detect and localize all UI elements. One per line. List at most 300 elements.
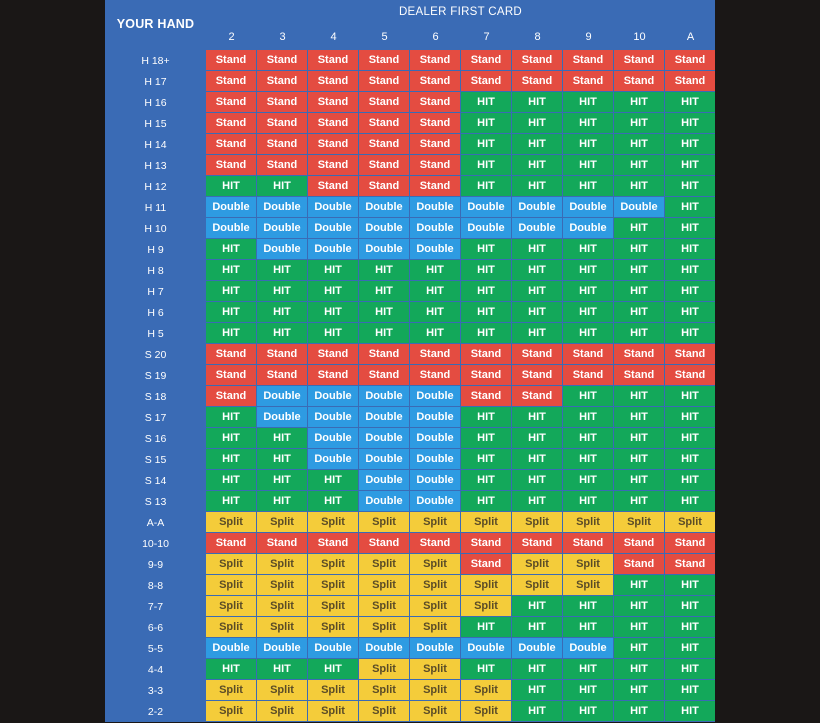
- hand-row: [105, 596, 715, 617]
- action-cell: Stand: [308, 344, 358, 364]
- action-cell: Split: [665, 512, 715, 532]
- hand-row: [105, 386, 715, 407]
- action-cell: Double: [461, 638, 511, 658]
- action-cell: HIT: [665, 197, 715, 217]
- action-cell: Split: [461, 596, 511, 616]
- action-cell: Split: [359, 659, 409, 679]
- hand-row: [105, 281, 715, 302]
- action-cell: Double: [257, 197, 307, 217]
- hand-label: S 13: [144, 496, 167, 508]
- action-cell: HIT: [665, 176, 715, 196]
- action-cell: Double: [359, 218, 409, 238]
- action-cell: HIT: [410, 323, 460, 343]
- action-cell: Stand: [206, 533, 256, 553]
- action-cell: HIT: [665, 239, 715, 259]
- dealer-card-header: 6: [432, 31, 439, 43]
- action-cell: Stand: [410, 50, 460, 70]
- action-cell: HIT: [308, 302, 358, 322]
- hand-label: H 10: [144, 223, 167, 235]
- action-cell: Stand: [665, 554, 715, 574]
- action-cell: Double: [410, 197, 460, 217]
- action-cell: Stand: [461, 71, 511, 91]
- action-cell: HIT: [665, 386, 715, 406]
- action-cell: Double: [359, 197, 409, 217]
- hand-row: [105, 344, 715, 365]
- hand-label: H 18+: [141, 55, 170, 67]
- action-cell: Double: [359, 449, 409, 469]
- action-cell: HIT: [614, 176, 664, 196]
- action-cell: HIT: [614, 680, 664, 700]
- hand-label: 7-7: [147, 601, 164, 613]
- action-cell: Split: [257, 596, 307, 616]
- action-cell: Split: [410, 680, 460, 700]
- action-cell: HIT: [563, 260, 613, 280]
- action-cell: HIT: [512, 680, 562, 700]
- action-cell: Split: [257, 680, 307, 700]
- action-cell: Double: [308, 428, 358, 448]
- action-cell: Double: [359, 638, 409, 658]
- action-cell: Stand: [308, 92, 358, 112]
- action-cell: HIT: [461, 113, 511, 133]
- action-cell: HIT: [206, 407, 256, 427]
- action-cell: Split: [359, 575, 409, 595]
- action-cell: Stand: [308, 176, 358, 196]
- dealer-first-card-title: DEALER FIRST CARD: [398, 6, 523, 18]
- action-cell: Stand: [665, 344, 715, 364]
- action-cell: Split: [410, 575, 460, 595]
- hand-row: [105, 323, 715, 344]
- action-cell: Split: [206, 512, 256, 532]
- action-cell: HIT: [665, 659, 715, 679]
- action-cell: HIT: [461, 491, 511, 511]
- action-cell: Stand: [257, 50, 307, 70]
- action-cell: HIT: [614, 134, 664, 154]
- action-cell: HIT: [665, 260, 715, 280]
- action-cell: Double: [410, 491, 460, 511]
- action-cell: HIT: [512, 596, 562, 616]
- action-cell: Stand: [359, 365, 409, 385]
- action-cell: Stand: [308, 50, 358, 70]
- action-cell: HIT: [257, 428, 307, 448]
- action-cell: Split: [359, 701, 409, 721]
- action-cell: HIT: [308, 659, 358, 679]
- action-cell: HIT: [665, 155, 715, 175]
- action-cell: Stand: [410, 155, 460, 175]
- action-cell: Double: [461, 197, 511, 217]
- action-cell: HIT: [461, 239, 511, 259]
- action-cell: Double: [308, 239, 358, 259]
- action-cell: Stand: [461, 50, 511, 70]
- hand-label: H 16: [144, 97, 167, 109]
- action-cell: HIT: [614, 239, 664, 259]
- action-cell: Double: [563, 197, 613, 217]
- action-cell: HIT: [614, 386, 664, 406]
- action-cell: HIT: [665, 491, 715, 511]
- action-cell: HIT: [512, 92, 562, 112]
- hand-row: [105, 428, 715, 449]
- action-cell: Stand: [206, 92, 256, 112]
- action-cell: HIT: [665, 134, 715, 154]
- action-cell: Split: [206, 554, 256, 574]
- action-cell: Double: [410, 449, 460, 469]
- action-cell: Split: [257, 554, 307, 574]
- hand-row: [105, 218, 715, 239]
- action-cell: HIT: [512, 302, 562, 322]
- action-cell: Double: [257, 386, 307, 406]
- action-cell: Stand: [257, 365, 307, 385]
- action-cell: Split: [359, 617, 409, 637]
- action-cell: HIT: [308, 281, 358, 301]
- hand-label: 2-2: [147, 706, 164, 718]
- action-cell: Stand: [512, 71, 562, 91]
- action-cell: HIT: [359, 302, 409, 322]
- action-cell: Stand: [614, 365, 664, 385]
- action-cell: Split: [563, 575, 613, 595]
- action-cell: Stand: [206, 113, 256, 133]
- dealer-card-header: 3: [279, 31, 286, 43]
- action-cell: Stand: [257, 71, 307, 91]
- hand-row: [105, 491, 715, 512]
- action-cell: Stand: [359, 71, 409, 91]
- hand-label: S 18: [144, 391, 167, 403]
- hand-row: [105, 470, 715, 491]
- action-cell: HIT: [563, 617, 613, 637]
- action-cell: HIT: [257, 323, 307, 343]
- action-cell: HIT: [206, 449, 256, 469]
- action-cell: Split: [410, 512, 460, 532]
- action-cell: HIT: [614, 701, 664, 721]
- dealer-card-header: 9: [585, 31, 592, 43]
- action-cell: Stand: [665, 71, 715, 91]
- action-cell: Stand: [410, 176, 460, 196]
- action-cell: Split: [563, 554, 613, 574]
- action-cell: HIT: [206, 323, 256, 343]
- action-cell: Double: [410, 428, 460, 448]
- action-cell: Stand: [359, 176, 409, 196]
- action-cell: HIT: [410, 281, 460, 301]
- hand-label: S 17: [144, 412, 167, 424]
- action-cell: HIT: [206, 239, 256, 259]
- action-cell: Stand: [359, 50, 409, 70]
- action-cell: HIT: [512, 701, 562, 721]
- action-cell: Split: [410, 617, 460, 637]
- action-cell: Stand: [206, 134, 256, 154]
- action-cell: HIT: [614, 407, 664, 427]
- action-cell: Stand: [614, 50, 664, 70]
- action-cell: HIT: [665, 617, 715, 637]
- action-cell: Stand: [359, 533, 409, 553]
- action-cell: Double: [410, 470, 460, 490]
- action-cell: HIT: [359, 323, 409, 343]
- hand-row: [105, 554, 715, 575]
- action-cell: Stand: [512, 344, 562, 364]
- action-cell: Double: [563, 638, 613, 658]
- action-cell: Split: [308, 554, 358, 574]
- hand-row: [105, 176, 715, 197]
- action-cell: Split: [308, 617, 358, 637]
- action-cell: Split: [206, 701, 256, 721]
- action-cell: HIT: [563, 113, 613, 133]
- action-cell: Stand: [206, 155, 256, 175]
- action-cell: HIT: [614, 155, 664, 175]
- action-cell: HIT: [614, 302, 664, 322]
- action-cell: Double: [359, 470, 409, 490]
- action-cell: Double: [461, 218, 511, 238]
- action-cell: HIT: [257, 260, 307, 280]
- action-cell: Double: [359, 491, 409, 511]
- hand-label: H 14: [144, 139, 167, 151]
- hand-label: 5-5: [147, 643, 164, 655]
- action-cell: Split: [512, 554, 562, 574]
- action-cell: Double: [512, 638, 562, 658]
- action-cell: HIT: [614, 281, 664, 301]
- action-cell: Stand: [257, 134, 307, 154]
- action-cell: Stand: [308, 71, 358, 91]
- hand-label: 6-6: [147, 622, 164, 634]
- hand-row: [105, 92, 715, 113]
- action-cell: HIT: [563, 407, 613, 427]
- hand-label: H 15: [144, 118, 167, 130]
- action-cell: Double: [257, 218, 307, 238]
- action-cell: Stand: [410, 533, 460, 553]
- action-cell: Split: [257, 512, 307, 532]
- action-cell: HIT: [512, 617, 562, 637]
- hand-label: S 14: [144, 475, 167, 487]
- action-cell: HIT: [563, 491, 613, 511]
- action-cell: Stand: [206, 71, 256, 91]
- action-cell: HIT: [614, 92, 664, 112]
- action-cell: Stand: [461, 386, 511, 406]
- action-cell: HIT: [257, 491, 307, 511]
- hand-label: S 20: [144, 349, 167, 361]
- hand-row: [105, 365, 715, 386]
- action-cell: HIT: [665, 680, 715, 700]
- action-cell: Stand: [308, 155, 358, 175]
- action-cell: Split: [257, 575, 307, 595]
- action-cell: HIT: [512, 470, 562, 490]
- action-cell: Double: [308, 449, 358, 469]
- action-cell: Split: [410, 701, 460, 721]
- action-cell: Stand: [461, 533, 511, 553]
- action-cell: Stand: [359, 155, 409, 175]
- action-cell: Stand: [563, 50, 613, 70]
- action-cell: HIT: [665, 428, 715, 448]
- hand-row: [105, 302, 715, 323]
- action-cell: Stand: [614, 71, 664, 91]
- action-cell: HIT: [308, 491, 358, 511]
- action-cell: HIT: [512, 323, 562, 343]
- action-cell: HIT: [563, 239, 613, 259]
- dealer-card-header: 2: [228, 31, 235, 43]
- action-cell: Stand: [359, 113, 409, 133]
- action-cell: HIT: [206, 302, 256, 322]
- action-cell: HIT: [461, 176, 511, 196]
- action-cell: HIT: [563, 596, 613, 616]
- strategy-chart: [105, 0, 715, 722]
- action-cell: HIT: [461, 92, 511, 112]
- hand-row: [105, 113, 715, 134]
- action-cell: Split: [461, 680, 511, 700]
- your-hand-label: YOUR HAND: [116, 17, 195, 31]
- action-cell: Stand: [512, 365, 562, 385]
- action-cell: Stand: [257, 113, 307, 133]
- action-cell: Double: [308, 407, 358, 427]
- action-cell: HIT: [461, 134, 511, 154]
- action-cell: Split: [614, 512, 664, 532]
- action-cell: HIT: [665, 218, 715, 238]
- action-cell: HIT: [614, 638, 664, 658]
- action-cell: Split: [257, 701, 307, 721]
- action-cell: Stand: [359, 92, 409, 112]
- action-cell: HIT: [461, 470, 511, 490]
- action-cell: HIT: [563, 701, 613, 721]
- hand-label: A-A: [146, 517, 165, 529]
- action-cell: HIT: [665, 449, 715, 469]
- action-cell: Double: [308, 386, 358, 406]
- action-cell: Double: [206, 638, 256, 658]
- action-cell: HIT: [563, 680, 613, 700]
- hand-label: 3-3: [147, 685, 164, 697]
- action-cell: HIT: [512, 281, 562, 301]
- hand-label: S 15: [144, 454, 167, 466]
- action-cell: Stand: [308, 113, 358, 133]
- action-cell: Double: [410, 239, 460, 259]
- action-cell: HIT: [359, 281, 409, 301]
- action-cell: Double: [359, 386, 409, 406]
- action-cell: HIT: [512, 260, 562, 280]
- action-cell: Double: [614, 197, 664, 217]
- action-cell: Double: [206, 197, 256, 217]
- action-cell: Stand: [206, 365, 256, 385]
- action-cell: HIT: [512, 155, 562, 175]
- dealer-card-header: 5: [381, 31, 388, 43]
- action-cell: Split: [206, 617, 256, 637]
- action-cell: HIT: [308, 260, 358, 280]
- action-cell: HIT: [461, 323, 511, 343]
- action-cell: HIT: [410, 260, 460, 280]
- hand-row: [105, 134, 715, 155]
- action-cell: HIT: [206, 260, 256, 280]
- hand-row: [105, 533, 715, 554]
- action-cell: HIT: [665, 281, 715, 301]
- action-cell: HIT: [665, 701, 715, 721]
- action-cell: HIT: [512, 428, 562, 448]
- hand-row: [105, 575, 715, 596]
- action-cell: HIT: [614, 470, 664, 490]
- hand-label: H 11: [144, 202, 167, 214]
- hand-label: H 8: [147, 265, 164, 277]
- hand-row: [105, 71, 715, 92]
- action-cell: Split: [206, 680, 256, 700]
- action-cell: Stand: [206, 344, 256, 364]
- action-cell: Double: [563, 218, 613, 238]
- action-cell: Split: [308, 512, 358, 532]
- action-cell: HIT: [665, 113, 715, 133]
- hand-label: S 16: [144, 433, 167, 445]
- action-cell: Split: [359, 512, 409, 532]
- action-cell: Split: [308, 575, 358, 595]
- action-cell: Split: [206, 596, 256, 616]
- action-cell: HIT: [614, 113, 664, 133]
- hand-label: H 17: [144, 76, 167, 88]
- action-cell: HIT: [257, 470, 307, 490]
- action-cell: Double: [410, 218, 460, 238]
- action-cell: HIT: [512, 176, 562, 196]
- action-cell: Split: [410, 596, 460, 616]
- action-cell: HIT: [461, 281, 511, 301]
- action-cell: HIT: [665, 638, 715, 658]
- dealer-card-header: 4: [330, 31, 337, 43]
- dealer-card-header: 7: [483, 31, 490, 43]
- action-cell: HIT: [665, 323, 715, 343]
- action-cell: HIT: [257, 176, 307, 196]
- action-cell: Stand: [257, 344, 307, 364]
- action-cell: Stand: [563, 71, 613, 91]
- action-cell: HIT: [512, 239, 562, 259]
- action-cell: HIT: [512, 449, 562, 469]
- action-cell: HIT: [512, 113, 562, 133]
- action-cell: Double: [257, 407, 307, 427]
- action-cell: HIT: [461, 302, 511, 322]
- action-cell: Stand: [257, 155, 307, 175]
- action-cell: Stand: [614, 344, 664, 364]
- action-cell: Split: [308, 596, 358, 616]
- hand-label: H 5: [147, 328, 164, 340]
- action-cell: Split: [308, 680, 358, 700]
- action-cell: HIT: [512, 134, 562, 154]
- action-cell: HIT: [665, 575, 715, 595]
- action-cell: Double: [206, 218, 256, 238]
- action-cell: HIT: [410, 302, 460, 322]
- action-cell: HIT: [665, 470, 715, 490]
- action-cell: Double: [410, 386, 460, 406]
- action-cell: Split: [461, 575, 511, 595]
- action-cell: Stand: [257, 92, 307, 112]
- action-cell: Split: [359, 680, 409, 700]
- action-cell: Stand: [614, 554, 664, 574]
- action-cell: Stand: [206, 386, 256, 406]
- hand-row: [105, 260, 715, 281]
- action-cell: Stand: [308, 533, 358, 553]
- action-cell: Stand: [563, 365, 613, 385]
- action-cell: HIT: [614, 617, 664, 637]
- action-cell: Double: [512, 218, 562, 238]
- hand-row: [105, 50, 715, 71]
- hand-row: [105, 701, 715, 722]
- action-cell: Double: [359, 407, 409, 427]
- action-cell: Double: [359, 428, 409, 448]
- action-cell: Stand: [563, 533, 613, 553]
- hand-label: H 13: [144, 160, 167, 172]
- action-cell: Split: [512, 512, 562, 532]
- action-cell: HIT: [461, 449, 511, 469]
- action-cell: HIT: [665, 596, 715, 616]
- action-cell: HIT: [257, 281, 307, 301]
- action-cell: HIT: [206, 428, 256, 448]
- action-cell: Double: [257, 638, 307, 658]
- action-cell: HIT: [257, 302, 307, 322]
- hand-label: 8-8: [147, 580, 164, 592]
- action-cell: Stand: [563, 344, 613, 364]
- action-cell: Split: [512, 575, 562, 595]
- hand-row: [105, 407, 715, 428]
- action-cell: Stand: [410, 365, 460, 385]
- hand-row: [105, 659, 715, 680]
- hand-row: [105, 155, 715, 176]
- action-cell: Double: [257, 239, 307, 259]
- action-cell: Split: [308, 701, 358, 721]
- action-cell: Split: [410, 659, 460, 679]
